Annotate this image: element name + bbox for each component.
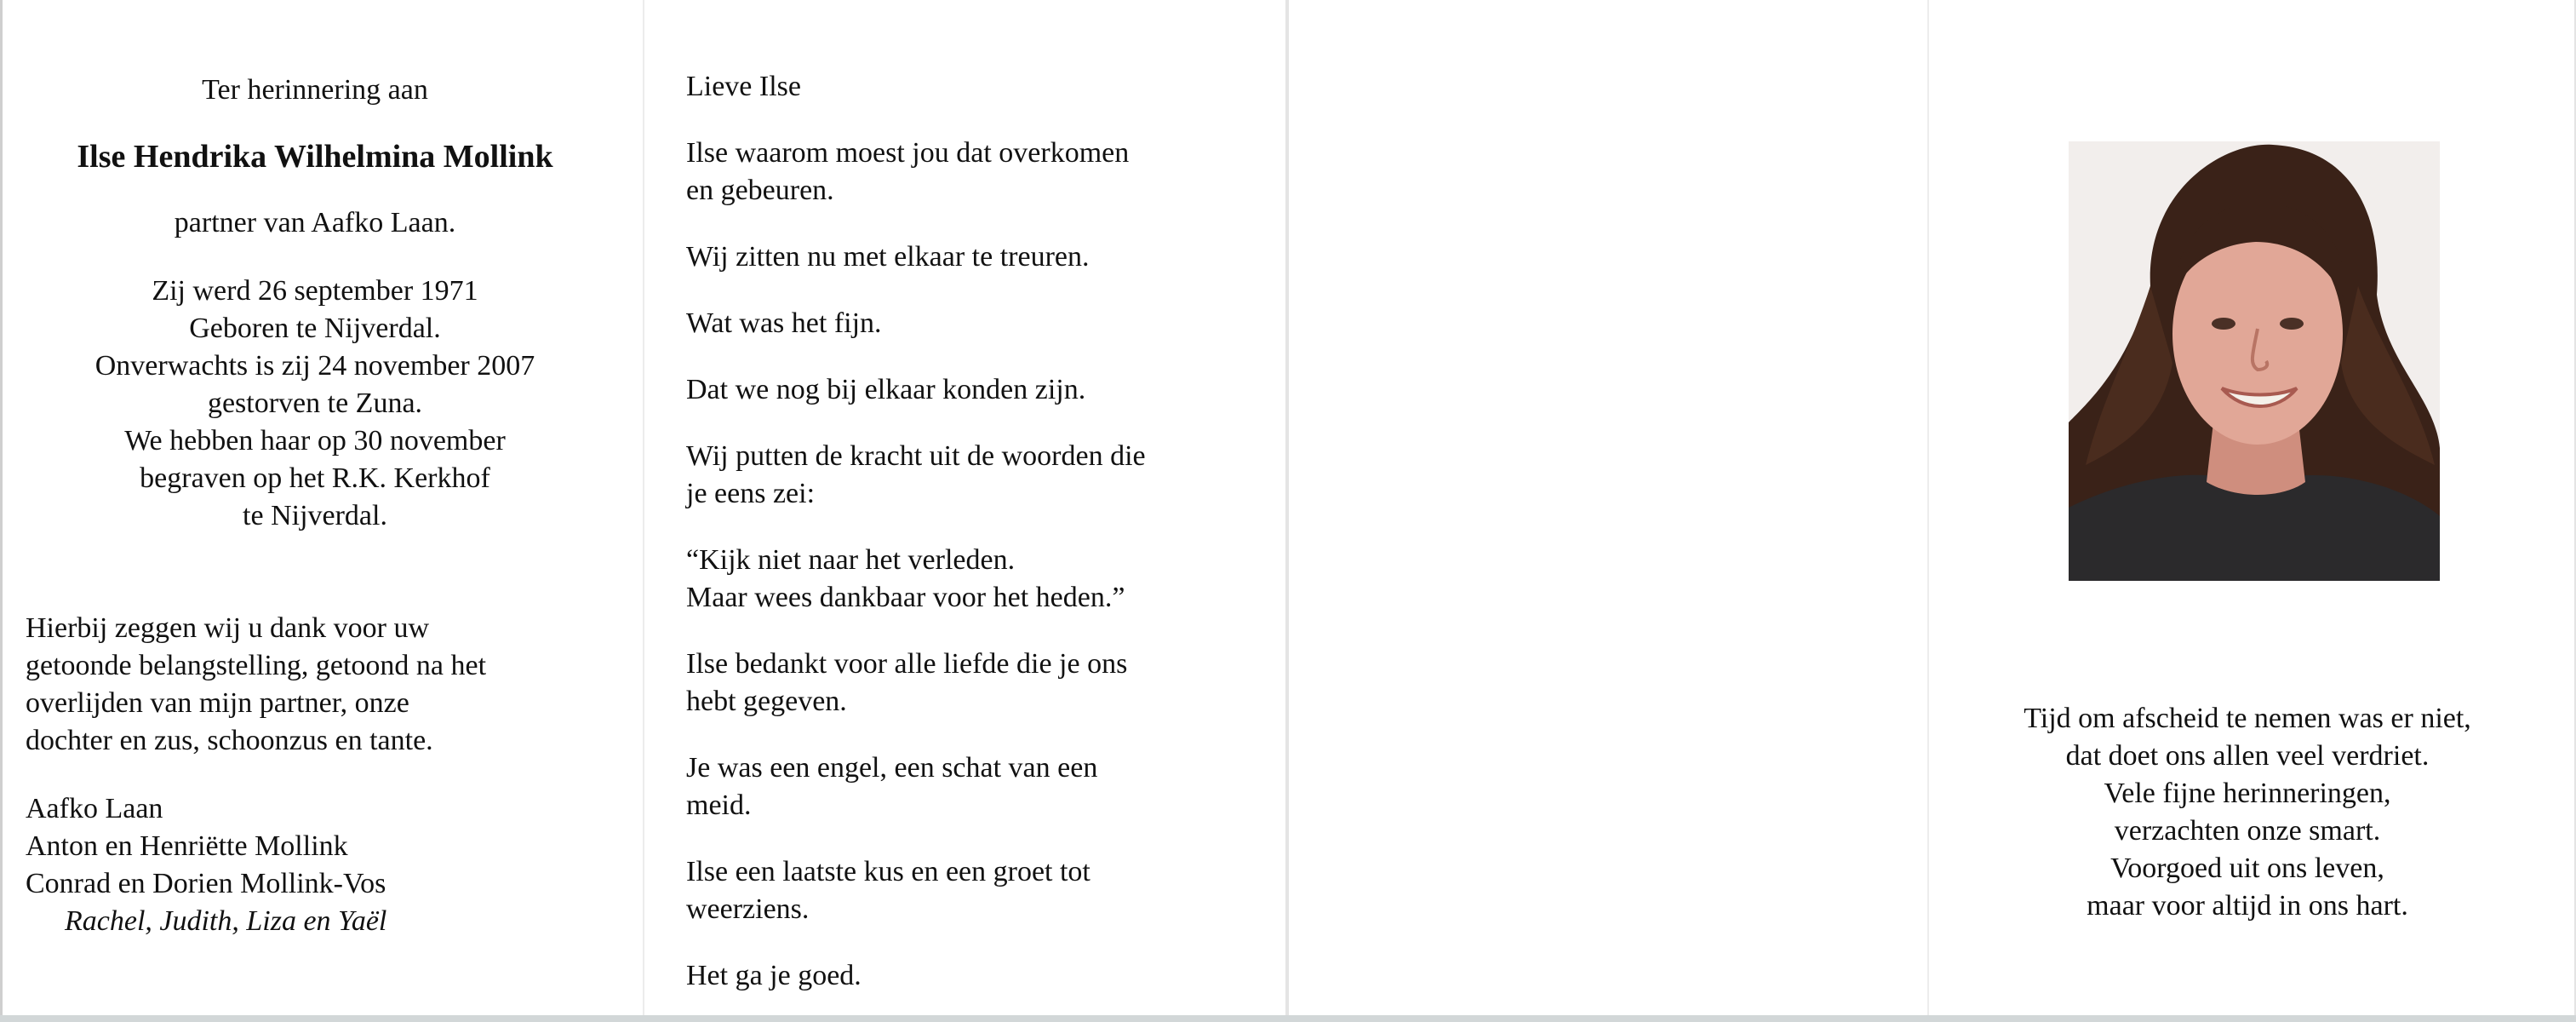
letter-line: hebt gegeven. — [686, 686, 847, 717]
life-details — [26, 273, 604, 535]
letter-salutation: Lieve Ilse — [686, 71, 801, 102]
life-line: gestorven te Zuna. — [207, 388, 423, 419]
grandchildren: Rachel, Judith, Liza en Yaël — [65, 905, 387, 937]
poem-line: Voorgoed uit ons leven, — [2110, 853, 2384, 884]
letter-line: Wij putten de kracht uit de woorden die — [686, 440, 1146, 472]
letter-line: weerziens. — [686, 893, 810, 925]
poem-line: maar voor altijd in ons hart. — [2087, 890, 2408, 922]
life-line: We hebben haar op 30 november — [124, 425, 506, 456]
letter-stanza — [686, 238, 1257, 276]
intro-text: Ter herinnering aan — [202, 74, 428, 106]
signatories — [26, 790, 604, 940]
letter-line: en gebeuren. — [686, 175, 834, 206]
letter-line: Wat was het fijn. — [686, 307, 882, 339]
partner-text: partner van Aafko Laan. — [174, 207, 456, 238]
poem-line: Vele fijne herinneringen, — [2104, 778, 2391, 809]
letter-line: “Kijk niet naar het verleden. — [686, 544, 1016, 576]
card-fold-line — [643, 0, 644, 1015]
letter-quote — [686, 542, 1257, 617]
card-fold-line — [1927, 0, 1929, 1015]
thanks-line: Hierbij zeggen wij u dank voor uw — [26, 612, 429, 644]
life-line: Onverwachts is zij 24 november 2007 — [94, 350, 535, 382]
letter-stanza — [686, 438, 1257, 513]
poem-line: verzachten onze smart. — [2114, 815, 2381, 847]
scanner-edge — [0, 1015, 2576, 1022]
portrait-photo — [2069, 141, 2440, 581]
letter-line: meid. — [686, 789, 752, 821]
poem-panel — [1949, 700, 2545, 925]
letter-line: Je was een engel, een schat van een — [686, 752, 1098, 784]
letter-line: Ilse bedankt voor alle liefde die je ons — [686, 648, 1128, 680]
letter-stanza — [686, 305, 1257, 342]
letter-line: Dat we nog bij elkaar konden zijn. — [686, 374, 1086, 405]
letter-line: Maar wees dankbaar voor het heden.” — [686, 582, 1125, 613]
signatory: Conrad en Dorien Mollink-Vos — [26, 868, 386, 899]
signatory: Aafko Laan — [26, 793, 163, 824]
letter-stanza — [686, 135, 1257, 210]
letter-stanza — [686, 749, 1257, 824]
letter-line: je eens zei: — [686, 478, 816, 509]
letter-stanza — [686, 371, 1257, 409]
life-line: begraven op het R.K. Kerkhof — [140, 462, 490, 494]
thanks-line: overlijden van mijn partner, onze — [26, 687, 409, 719]
poem-line: dat doet ons allen veel verdriet. — [2065, 740, 2430, 772]
thanks-line: getoonde belangstelling, getoond na het — [26, 650, 487, 681]
letter-line: Het ga je goed. — [686, 960, 862, 991]
remembrance-panel — [26, 72, 604, 940]
letter-line: Ilse waarom moest jou dat overkomen — [686, 137, 1130, 169]
letter-closing — [686, 957, 1257, 995]
letter-stanza — [686, 853, 1257, 928]
thanks-paragraph — [26, 610, 604, 760]
letter-panel — [686, 68, 1257, 995]
life-line: te Nijverdal. — [243, 500, 387, 531]
life-line: Geboren te Nijverdal. — [189, 313, 441, 344]
letter-line: Ilse een laatste kus en een groet tot — [686, 856, 1091, 887]
thanks-line: dochter en zus, schoonzus en tante. — [26, 725, 433, 756]
deceased-name: Ilse Hendrika Wilhelmina Mollink — [77, 139, 553, 175]
letter-line: Wij zitten nu met elkaar te treuren. — [686, 241, 1090, 273]
letter-stanza — [686, 646, 1257, 721]
signatory: Anton en Henriëtte Mollink — [26, 830, 348, 862]
life-line: Zij werd 26 september 1971 — [152, 275, 478, 307]
poem-line: Tijd om afscheid te nemen was er niet, — [2024, 703, 2471, 734]
